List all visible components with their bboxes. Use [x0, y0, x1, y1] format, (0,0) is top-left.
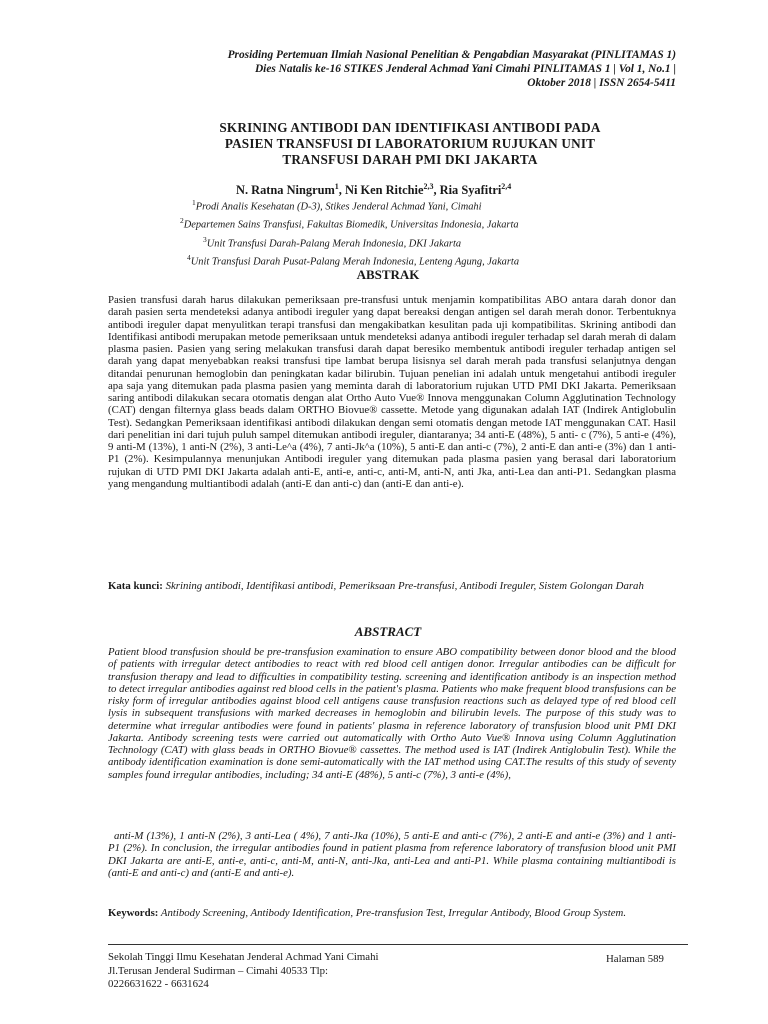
header-line-2: Dies Natalis ke-16 STIKES Jenderal Achmad Yani Cimahi PINLITAMAS 1 | Vol 1, No.1 |: [254, 63, 676, 76]
affiliation-3-sup: 3: [203, 234, 207, 244]
affiliation-1: [180, 196, 519, 214]
kata-kunci-text: Skrining antibodi, Identifikasi antibodi, Pemeriksaan Pre-transfusi, Antibodi Ireguler, Sistem Golongan Darah: [162, 580, 644, 592]
footer-line-1: Sekolah Tinggi Ilmu Kesehatan Jenderal Achmad Yani Cimahi: [108, 951, 379, 963]
abstrak-body: Pasien transfusi darah harus dilakukan pemeriksaan pre-transfusi untuk menjamin kompatibilitas ABO antara darah donor dan darah pasien serta mendeteksi adanya antibodi ireguler yang dapat bereaksi dengan antigen sel darah merah donor. Terbentuknya antibodi ireguler dapat menyulitkan terapi transfusi dan mengakibatkan kesulitan pada uji kompatibilitas. Skrining antibodi dan Identifikasi antibodi merupakan metode pemeriksaan untuk mendeteksi adanya antibodi ireguler terhadap sel darah merah di dalam plasma pasien. Pasien yang sering melakukan transfusi darah dapat beresiko membentuk antibodi ireguler terhadap antigen sel darah yang dapat menyebabkan reaksi transfusi tipe lambat berupa lisisnya sel darah merah pada transfusi selanjutnya dengan ditandai penurunan hemoglobin dan peningkatan kadar bilirubin. Tujuan penelian ini adalah untuk mengetahui antibodi ireguler apa saja yang ditemukan pada plasma pasien yang meminta darah di laboratorium rujukan UTD PMI DKI Jakarta. Pemeriksaan saring antibodi dilakukan secara otomatis dengan alat Ortho Auto Vue® Innova menggunakan Column Agglutination Technology (CAT) dengan filternya glass beads dalam ORTHO Biovue® cassette. Metode yang digunakan adalah IAT (Indirek Antiglobulin Test). Sedangkan Pemeriksaan identifikasi antibodi dilakukan dengan semi otomatis dengan metode IAT menggunakan CAT. Hasil dari penelitian ini dari tujuh puluh sampel ditemukan antibodi ireguler, diantaranya; 34 anti-E (48%), 5 anti- c (7%), 5 anti-e (4%), 9 anti-M (13%), 1 anti-N (2%), 3 anti-Le^a (4%), 7 anti-Jk^a (10%), 5 anti-E dan anti-c (7%), 2 anti-E dan anti-e (3%) dan 1 anti-P1 (2%). Kesimpulannya menunjukan Antibodi ireguler yang ditemukan pada plasma pasien yang berasal dari laboratorium rujukan di UTD PMI DKI Jakarta adalah anti-E, anti-e, anti-c, anti-M, anti-N, anti Jka, anti-Lea dan anti-P1. Sedangkan plasma yang mengandung multiantibodi adalah (anti-E dan anti-c) dan (anti-E dan anti-e).: [108, 294, 676, 490]
kata-kunci-label: Kata kunci:: [108, 580, 163, 592]
affiliation-4-sup: 4: [187, 253, 191, 263]
author-3: , Ria Syafitri: [433, 183, 502, 198]
page-number: [606, 953, 664, 965]
title-line-2: PASIEN TRANSFUSI DI LABORATORIUM RUJUKAN UNIT: [224, 136, 596, 151]
affiliation-2-text: Departemen Sains Transfusi, Fakultas Biomedik, Universitas Indonesia, Jakarta: [183, 219, 519, 231]
footer-line-3: 0226631622 - 6631624: [108, 978, 209, 990]
author-1-sup: 1: [334, 182, 339, 191]
abstract-body: Patient blood transfusion should be pre-transfusion examination to ensure ABO compatibility between donor blood and the blood of patients with irregular detect antibodies to react with red blood cell antigen donor. Irregular antibodies can be difficult for transfusion therapy and lead to difficulties in compatibility testing. screening and identification antibody is an inspection method to detect irregular antibodies against red blood cells in the patient's plasma. Patients who make frequent blood transfusions can be risky form of irregular antibodies against blood cell antigens cause transfusion reactions such as delayed type of red blood cell lysis in subsequent transfusions with marked decreases in hemoglobin and bilirubin levels. The purpose of this study was to determine what irregular antibodies were found in patients' plasma in reference laboratory of transfusion blood unit PMI DKI Jakarta. Antibody screening tests were carried out automatically with Ortho Auto Vue® Innova using Column Agglutination Technology (CAT) with glass beads in ORTHO Biovue® cassettes. The method used is IAT (Indirek Antiglobulin Test). While the antibody identification examination is done semi-automatically with the IAT method using CAT.The results of this study of seventy samples found irregular antibodies, including; 34 anti-E (48%), 5 anti-c (7%), 3 anti-e (4%),: [108, 646, 676, 781]
paper-title: [170, 120, 650, 168]
author-2: , Ni Ken Ritchie: [338, 183, 424, 198]
affiliation-1-sup: 1: [192, 198, 196, 207]
page-label: Halaman: [606, 953, 645, 965]
affiliations: [180, 196, 519, 270]
affiliation-3-text: Unit Transfusi Darah-Palang Merah Indonesia, DKI Jakarta: [206, 238, 462, 250]
affiliation-2: [180, 214, 519, 232]
abstrak-heading: ABSTRAK: [356, 267, 420, 282]
abstract-heading: ABSTRACT: [354, 624, 422, 639]
keywords-text: Antibody Screening, Antibody Identification, Pre-transfusion Test, Irregular Antibody, Blood Group System.: [158, 907, 627, 919]
author-3-sup: 2,4: [501, 182, 512, 191]
title-line-1: SKRINING ANTIBODI DAN IDENTIFIKASI ANTIBODI PADA: [219, 120, 601, 135]
title-line-3: TRANSFUSI DARAH PMI DKI JAKARTA: [282, 152, 538, 167]
keywords: [108, 907, 676, 920]
footer-address: [108, 951, 379, 992]
footer-rule: [108, 944, 688, 945]
header-line-3: Oktober 2018 | ISSN 2654-5411: [527, 77, 676, 90]
affiliation-3: [180, 233, 519, 251]
affiliation-4-text: Unit Transfusi Darah Pusat-Palang Merah Indonesia, Lenteng Agung, Jakarta: [190, 256, 520, 268]
author-1: N. Ratna Ningrum: [236, 183, 335, 198]
proceedings-header: [100, 48, 676, 91]
footer-line-2: Jl.Terusan Jenderal Sudirman – Cimahi 40533 Tlp:: [108, 964, 329, 977]
abstract-body-continued: anti-M (13%), 1 anti-N (2%), 3 anti-Lea ( 4%), 7 anti-Jka (10%), 5 anti-E and anti-c (7%), 2 anti-E and anti-e (3%) and 1 anti-P1 (2%). In conclusion, the irregular antibodies found in patient plasma from reference laboratory of transfusion blood unit PMI DKI Jakarta are anti-E, anti-e, anti-c, anti-M, anti-N, anti-Jka, anti-Lea and anti-P1. While plasma containing multiantibodi is (anti-E and anti-c) and (anti-E and anti-e).: [108, 830, 676, 879]
affiliation-2-sup: 2: [180, 216, 184, 226]
affiliation-1-text: Prodi Analis Kesehatan (D-3), Stikes Jenderal Achmad Yani, Cimahi: [195, 201, 482, 213]
kata-kunci: [108, 580, 676, 593]
page-value: 589: [647, 953, 664, 965]
author-2-sup: 2,3: [423, 182, 434, 191]
keywords-label: Keywords:: [108, 907, 159, 919]
header-line-1: Prosiding Pertemuan Ilmiah Nasional Penelitian & Pengabdian Masyarakat (PINLITAMAS 1): [227, 49, 676, 61]
